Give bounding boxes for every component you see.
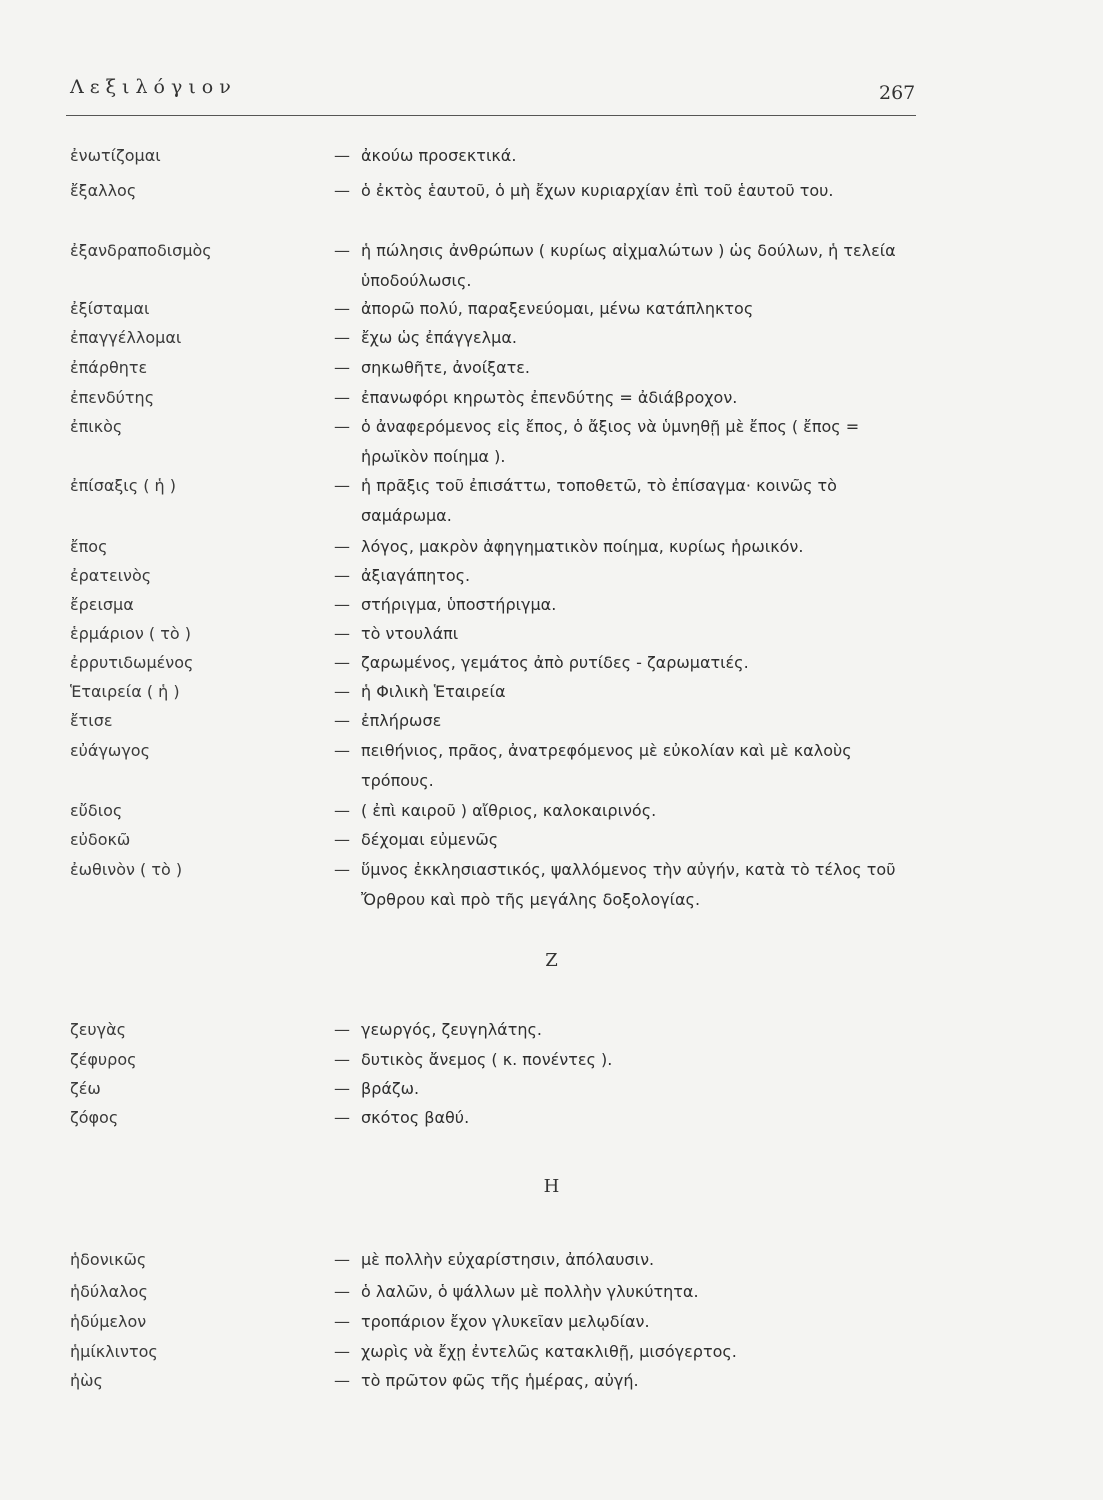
- entry-term: ἡδύμελον: [70, 1312, 147, 1331]
- entry-dash: —: [334, 624, 350, 643]
- entry-term: ἔτισε: [70, 711, 113, 730]
- entry-definition: στήριγμα, ὑποστήριγμα.: [361, 595, 557, 614]
- entry-definition: σηκωθῆτε, ἀνοίξατε.: [361, 358, 531, 377]
- entry-dash: —: [334, 566, 350, 585]
- entry-term: Ἑταιρεία ( ἡ ): [70, 682, 180, 701]
- entry-dash: —: [334, 653, 350, 672]
- entry-definition: τὸ ντουλάπι: [361, 624, 459, 643]
- entry-term: ἡμίκλιντος: [70, 1342, 158, 1361]
- entry-dash: —: [334, 830, 350, 849]
- entry-dash: —: [334, 682, 350, 701]
- entry-term: ἠὼς: [70, 1371, 103, 1390]
- entry-dash: —: [334, 595, 350, 614]
- entry-term: ἔξαλλος: [70, 181, 137, 200]
- entry-term: ζευγὰς: [70, 1020, 127, 1039]
- entry-dash: —: [334, 1050, 350, 1069]
- entry-definition: ἀκούω προσεκτικά.: [361, 146, 517, 165]
- entry-definition: σκότος βαθύ.: [361, 1108, 470, 1127]
- entry-definition: ὁ λαλῶν, ὁ ψάλλων μὲ πολλὴν γλυκύτητα.: [361, 1282, 699, 1301]
- entry-definition: ὁ ἐκτὸς ἑαυτοῦ, ὁ μὴ ἔχων κυριαρχίαν ἐπὶ τοῦ ἑαυτοῦ του.: [361, 181, 834, 200]
- entry-term: ἡδονικῶς: [70, 1250, 147, 1269]
- entry-term: εὐάγωγος: [70, 741, 150, 760]
- entry-term: ἔπος: [70, 537, 108, 556]
- entry-term: εὐδοκῶ: [70, 830, 131, 849]
- entry-dash: —: [334, 181, 350, 200]
- entry-dash: —: [334, 1371, 350, 1390]
- entry-dash: —: [334, 537, 350, 556]
- entry-definition: ἡ πρᾶξις τοῦ ἐπισάττω, τοποθετῶ, τὸ ἐπίσαγμα· κοινῶς τὸ σαμάρωμα.: [361, 476, 837, 525]
- entry-term: ἐξανδραποδισμὸς: [70, 241, 212, 260]
- entry-term: ζόφος: [70, 1108, 119, 1127]
- entry-term: ἐρατεινὸς: [70, 566, 152, 585]
- entry-dash: —: [334, 1250, 350, 1269]
- entry-definition: ὁ ἀναφερόμενος εἰς ἔπος, ὁ ἄξιος νὰ ὑμνηθῇ μὲ ἔπος ( ἔπος = ἡρωϊκὸν ποίημα ).: [361, 417, 860, 466]
- entry-dash: —: [334, 711, 350, 730]
- entry-dash: —: [334, 358, 350, 377]
- entry-term: ἑρμάριον ( τὸ ): [70, 624, 191, 643]
- entry-term: εὔδιος: [70, 801, 123, 820]
- entry-dash: —: [334, 1342, 350, 1361]
- entry-definition: ( ἐπὶ καιροῦ ) αἴθριος, καλοκαιρινός.: [361, 801, 657, 820]
- entry-dash: —: [334, 476, 350, 495]
- entry-definition: τὸ πρῶτον φῶς τῆς ἡμέρας, αὐγή.: [361, 1371, 639, 1390]
- entry-definition: ἡ πώλησις ἀνθρώπων ( κυρίως αἰχμαλώτων ) ὡς δούλων, ἡ τελεία ὑποδούλωσις.: [361, 241, 896, 290]
- entry-dash: —: [334, 328, 350, 347]
- entry-term: ζέω: [70, 1079, 101, 1098]
- entry-dash: —: [334, 146, 350, 165]
- entry-dash: —: [334, 1079, 350, 1098]
- entry-term: ἔρεισμα: [70, 595, 134, 614]
- entry-dash: —: [334, 1312, 350, 1331]
- entry-dash: —: [334, 417, 350, 436]
- entry-dash: —: [334, 241, 350, 260]
- section-heading-eta: Η: [543, 1176, 560, 1197]
- entry-dash: —: [334, 1020, 350, 1039]
- entry-term: ἐρρυτιδωμένος: [70, 653, 194, 672]
- entry-term: ἐνωτίζομαι: [70, 146, 161, 165]
- entry-definition: ἔχω ὡς ἐπάγγελμα.: [361, 328, 517, 347]
- entry-term: ἐπάρθητε: [70, 358, 148, 377]
- entry-definition: γεωργός, ζευγηλάτης.: [361, 1020, 542, 1039]
- entry-definition: ἐπανωφόρι κηρωτὸς ἐπενδύτης = ἀδιάβροχον.: [361, 388, 738, 407]
- entry-term: ἐπίσαξις ( ἡ ): [70, 476, 176, 495]
- entry-dash: —: [334, 741, 350, 760]
- entry-definition: μὲ πολλὴν εὐχαρίστησιν, ἀπόλαυσιν.: [361, 1250, 655, 1269]
- entry-term: ἐξίσταμαι: [70, 299, 150, 318]
- entry-definition: ἡ Φιλικὴ Ἑταιρεία: [361, 682, 506, 701]
- entry-definition: ἀξιαγάπητος.: [361, 566, 471, 585]
- entry-term: ἐωθινὸν ( τὸ ): [70, 860, 183, 879]
- entry-definition: ζαρωμένος, γεμάτος ἀπὸ ρυτίδες - ζαρωματιές.: [361, 653, 749, 672]
- page-number: 267: [879, 82, 916, 104]
- entry-definition: βράζω.: [361, 1079, 420, 1098]
- section-heading-zeta: Ζ: [545, 950, 558, 971]
- entry-term: ἐπικὸς: [70, 417, 123, 436]
- entry-term: ἡδύλαλος: [70, 1282, 148, 1301]
- entry-dash: —: [334, 299, 350, 318]
- entry-definition: ἀπορῶ πολύ, παραξενεύομαι, μένω κατάπληκτος: [361, 299, 754, 318]
- entry-definition: λόγος, μακρὸν ἀφηγηματικὸν ποίημα, κυρίως ἡρωικόν.: [361, 537, 804, 556]
- entry-term: ἐπενδύτης: [70, 388, 155, 407]
- entry-definition: πειθήνιος, πρᾶος, ἀνατρεφόμενος μὲ εὐκολίαν καὶ μὲ καλοὺς τρόπους.: [361, 741, 852, 790]
- entry-term: ἐπαγγέλλομαι: [70, 328, 182, 347]
- entry-dash: —: [334, 1108, 350, 1127]
- entry-definition: δέχομαι εὐμενῶς: [361, 830, 499, 849]
- entry-definition: ἐπλήρωσε: [361, 711, 442, 730]
- entry-dash: —: [334, 801, 350, 820]
- running-head: Λεξιλόγιον: [70, 76, 237, 98]
- entry-definition: ὕμνος ἐκκλησιαστικός, ψαλλόμενος τὴν αὐγήν, κατὰ τὸ τέλος τοῦ Ὄρθρου καὶ πρὸ τῆς μεγάλης δοξολογίας.: [361, 860, 896, 909]
- entry-dash: —: [334, 1282, 350, 1301]
- entry-term: ζέφυρος: [70, 1050, 137, 1069]
- entry-dash: —: [334, 388, 350, 407]
- entry-dash: —: [334, 860, 350, 879]
- entry-definition: χωρὶς νὰ ἔχῃ ἐντελῶς κατακλιθῇ, μισόγερτος.: [361, 1342, 737, 1361]
- entry-definition: δυτικὸς ἄνεμος ( κ. πονέντες ).: [361, 1050, 613, 1069]
- entry-definition: τροπάριον ἔχον γλυκεῖαν μελῳδίαν.: [361, 1312, 650, 1331]
